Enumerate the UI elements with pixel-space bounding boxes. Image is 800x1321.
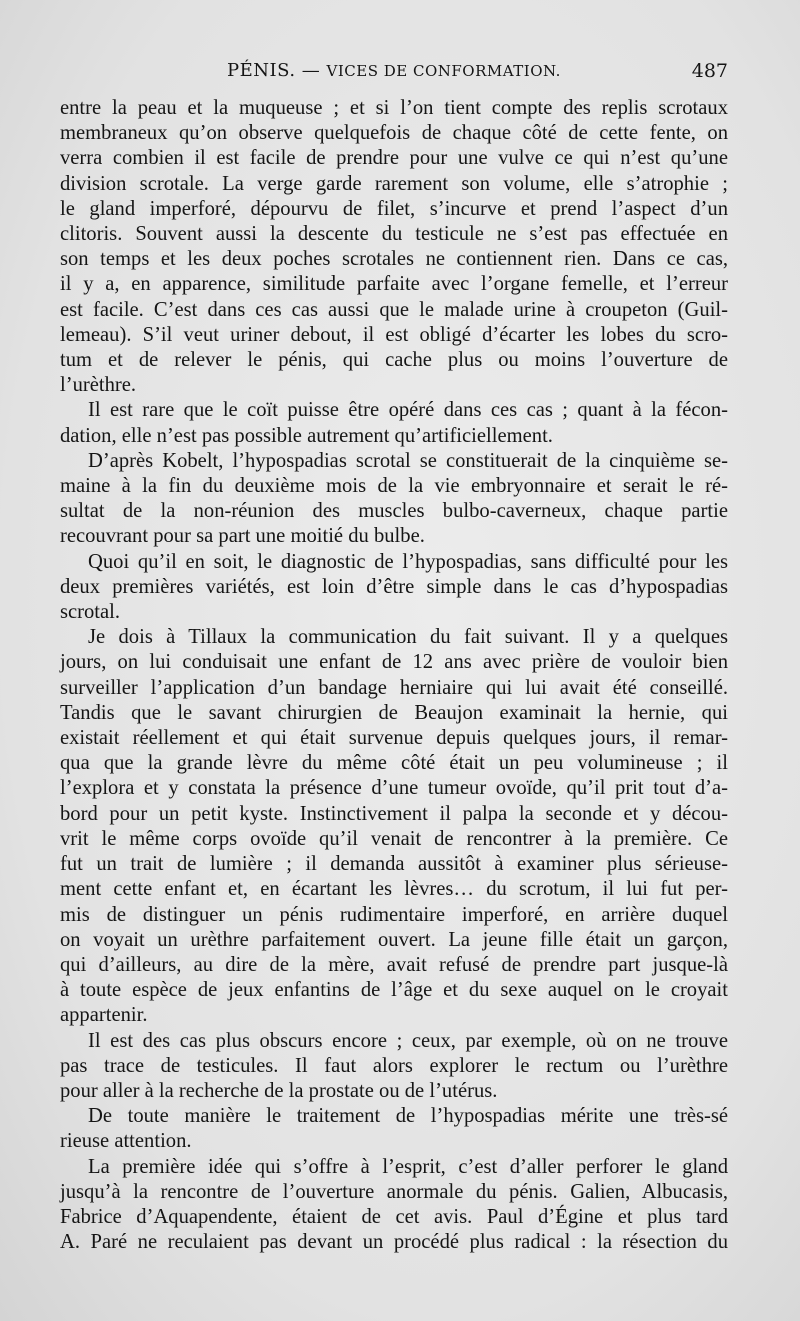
text-line: l’urèthre. (60, 374, 137, 397)
text-line: dation, elle n’est pas possible autrement qu’artificiellement. (60, 424, 553, 447)
text-line: lemeau). S’il veut uriner debout, il est obligé d’écarter les lobes du scro- (60, 323, 728, 346)
text-line: il y a, en apparence, similitude parfaite avec l’organe femelle, et l’erreur (60, 273, 728, 296)
text-line: bord pour un petit kyste. Instinctivement il palpa la seconde et y décou- (60, 802, 728, 825)
text-line: appartenir. (60, 1004, 148, 1027)
text-line: ment cette enfant et, en écartant les lèvres… du scrotum, il lui fut per- (60, 878, 728, 901)
text-line: Tandis que le savant chirurgien de Beaujon examinait la hernie, qui (60, 701, 728, 724)
header-dash: — (295, 60, 327, 81)
text-line: clitoris. Souvent aussi la descente du testicule ne s’est pas effectuée en (60, 223, 728, 246)
text-line: La première idée qui s’offre à l’esprit, c’est d’aller perforer le gland (88, 1155, 728, 1178)
text-line: verra combien il est facile de prendre pour une vulve ce qui n’est qu’une (60, 147, 728, 170)
text-line: surveiller l’application d’un bandage herniaire qui lui avait été conseillé. (60, 676, 728, 699)
text-line: l’explora et y constata la présence d’une tumeur ovoïde, qu’il prit tout d’a- (60, 777, 728, 800)
body-text (60, 96, 728, 1255)
text-line: tum et de relever le pénis, qui cache plus ou moins l’ouverture de (60, 349, 728, 372)
text-line: qui d’ailleurs, au dire de la mère, avait refusé de prendre part jusque-là (60, 953, 728, 976)
text-line: D’après Kobelt, l’hypospadias scrotal se constituerait de la cinquième se- (88, 449, 728, 472)
header-title: PÉNIS. (227, 60, 296, 81)
text-line: rieuse attention. (60, 1130, 192, 1153)
text-line: existait réellement et qui était survenue depuis quelques jours, il remar- (60, 727, 728, 750)
text-line: son temps et les deux poches scrotales ne contiennent rien. Dans ce cas, (60, 248, 728, 271)
text-line: maine à la fin du deuxième mois de la vie embryonnaire et serait le ré- (60, 475, 728, 498)
text-line: à toute espèce de jeux enfantins de l’âge et du sexe auquel on le croyait (60, 979, 728, 1002)
text-line: Je dois à Tillaux la communication du fait suivant. Il y a quelques (88, 626, 728, 649)
text-line: pas trace de testicules. Il faut alors explorer le rectum ou l’urèthre (60, 1054, 728, 1077)
text-line: Quoi qu’il en soit, le diagnostic de l’hypospadias, sans difficulté pour les (88, 550, 728, 573)
text-line: pour aller à la recherche de la prostate ou de l’utérus. (60, 1079, 498, 1102)
text-line: fut un trait de lumière ; il demanda aussitôt à examiner plus sérieuse- (60, 853, 728, 876)
text-line: jours, on lui conduisait une enfant de 12 ans avec prière de vouloir bien (60, 651, 728, 674)
page-number: 487 (691, 60, 728, 82)
text-line: De toute manière le traitement de l’hypospadias mérite une très-sé (88, 1105, 728, 1128)
text-line: A. Paré ne reculaient pas devant un procédé plus radical : la résection du (60, 1231, 728, 1254)
text-line: vrit le même corps ovoïde qu’il venait de rencontrer à la première. Ce (60, 827, 728, 850)
text-line: recouvrant pour sa part une moitié du bulbe. (60, 525, 425, 548)
text-line: qua que la grande lèvre du même côté était un peu volumineuse ; il (60, 752, 728, 775)
text-line: scrotal. (60, 601, 121, 624)
text-line: mis de distinguer un pénis rudimentaire imperforé, en arrière duquel (60, 903, 728, 926)
text-line: jusqu’à la rencontre de l’ouverture anormale du pénis. Galien, Albucasis, (60, 1180, 728, 1203)
text-line: on voyait un urèthre parfaitement ouvert. La jeune fille était un garçon, (60, 928, 728, 951)
text-line: est facile. C’est dans ces cas aussi que le malade urine à croupeton (Guil- (60, 298, 728, 321)
text-line: Il est des cas plus obscurs encore ; ceux, par exemple, où on ne trouve (88, 1029, 728, 1052)
running-header (60, 60, 728, 90)
text-line: division scrotale. La verge garde rarement son volume, elle s’atrophie ; (60, 172, 728, 195)
text-line: Il est rare que le coït puisse être opéré dans ces cas ; quant à la fécon- (88, 399, 728, 422)
text-line: le gland imperforé, dépourvu de filet, s’incurve et prend l’aspect d’un (60, 197, 728, 220)
running-title (60, 60, 728, 81)
text-line: entre la peau et la muqueuse ; et si l’on tient compte des replis scrotaux (60, 97, 728, 119)
text-line: membraneux qu’on observe quelquefois de chaque côté de cette fente, on (60, 122, 728, 145)
header-subtitle: VICES DE CONFORMATION. (326, 62, 561, 80)
text-line: sultat de la non-réunion des muscles bulbo-caverneux, chaque partie (60, 500, 728, 523)
text-line: Fabrice d’Aquapendente, étaient de cet avis. Paul d’Égine et plus tard (60, 1205, 728, 1228)
text-line: deux premières variétés, est loin d’être simple dans le cas d’hypospadias (60, 575, 728, 598)
